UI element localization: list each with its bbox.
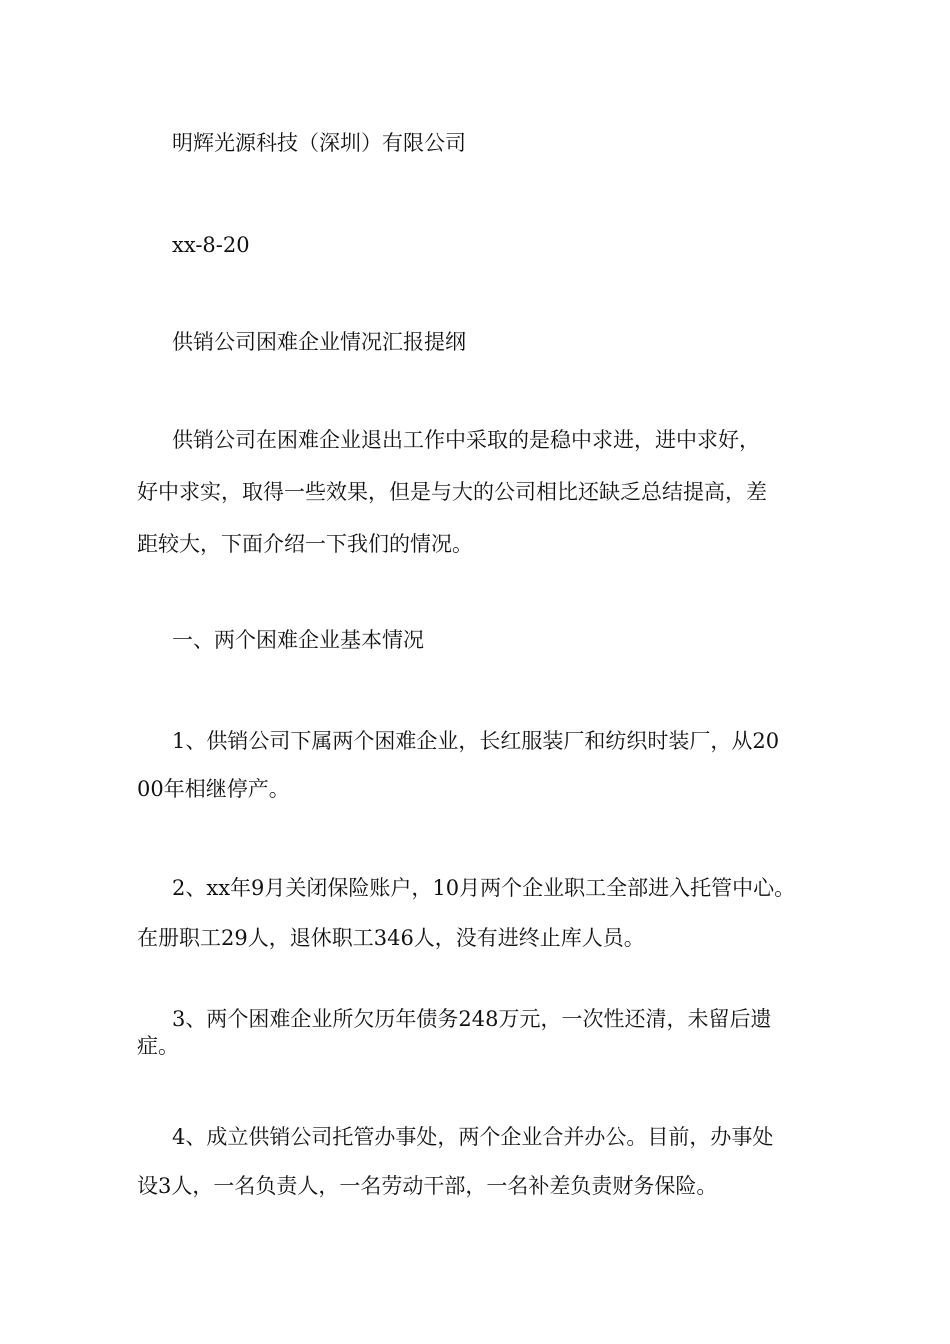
item-1-line-2: 00年相继停产。 [137,777,290,801]
item-2-line-2: 在册职工29人，退休职工346人，没有进终止库人员。 [137,926,645,950]
item-4-line-1: 4、成立供销公司托管办事处，两个企业合并办公。目前，办事处 [172,1125,774,1149]
document-date: xx-8-20 [172,233,250,257]
item-2-line-1: 2、xx年9月关闭保险账户，10月两个企业职工全部进入托管中心。 [172,876,796,900]
company-name: 明辉光源科技（深圳）有限公司 [172,131,466,155]
document-title: 供销公司困难企业情况汇报提纲 [172,330,466,354]
item-4-line-2: 设3人，一名负责人，一名劳动干部，一名补差负责财务保险。 [137,1174,718,1198]
intro-line-3: 距较大，下面介绍一下我们的情况。 [137,532,473,556]
item-3-line-2: 症。 [137,1034,179,1058]
section-heading: 一、两个困难企业基本情况 [172,628,424,652]
intro-line-2: 好中求实，取得一些效果，但是与大的公司相比还缺乏总结提高，差 [137,480,767,504]
intro-line-1: 供销公司在困难企业退出工作中采取的是稳中求进，进中求好， [172,428,760,452]
item-1-line-1: 1、供销公司下属两个困难企业，长红服装厂和纺织时装厂，从20 [172,729,780,753]
item-3-line-1: 3、两个困难企业所欠历年债务248万元，一次性还清，未留后遗 [172,1007,772,1031]
